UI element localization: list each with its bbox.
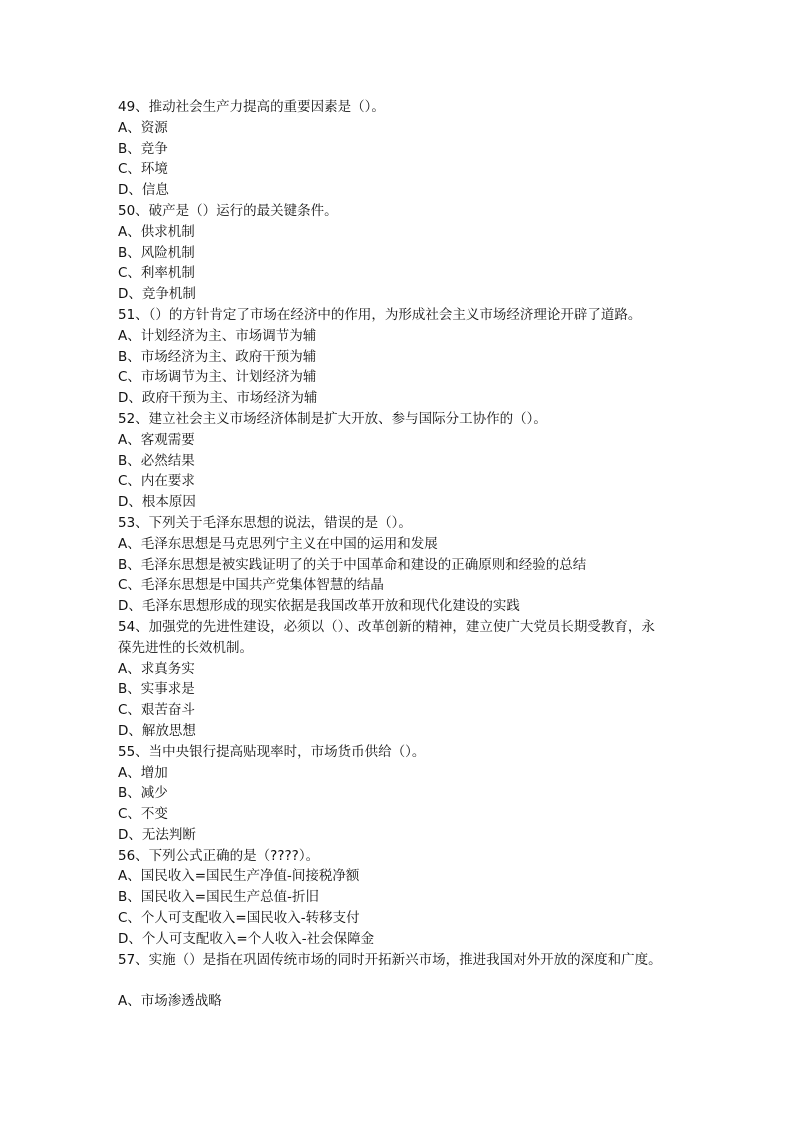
answer-option: A、资源 [118, 119, 168, 136]
answer-option: C、艰苦奋斗 [118, 702, 195, 719]
answer-option: B、国民收入=国民生产总值-折旧 [118, 889, 319, 906]
question-text: 54、加强党的先进性建设，必须以（）、改革创新的精神，建立使广大党员长期受教育，永 [118, 618, 655, 635]
answer-option: A、求真务实 [118, 660, 195, 677]
question-text: 56、下列公式正确的是（????）。 [118, 847, 320, 864]
question-block [118, 617, 698, 742]
answer-option: C、市场调节为主、计划经济为辅 [118, 369, 317, 386]
question-block [118, 513, 698, 617]
answer-option: D、根本原因 [118, 494, 196, 511]
question-block [118, 97, 698, 201]
answer-option: C、利率机制 [118, 265, 195, 282]
answer-option: D、无法判断 [118, 826, 196, 843]
answer-option: D、信息 [118, 182, 169, 199]
answer-option: B、竞争 [118, 140, 168, 157]
answer-option: D、政府干预为主、市场经济为辅 [118, 390, 318, 407]
question-text: 葆先进性的长效机制。 [118, 639, 253, 656]
answer-option: A、增加 [118, 764, 168, 781]
answer-option: B、市场经济为主、政府干预为辅 [118, 348, 317, 365]
answer-option: D、毛泽东思想形成的现实依据是我国改革开放和现代化建设的实践 [118, 598, 520, 615]
answer-option: B、毛泽东思想是被实践证明了的关于中国革命和建设的正确原则和经验的总结 [118, 556, 587, 573]
answer-option: C、毛泽东思想是中国共产党集体智慧的结晶 [118, 577, 384, 594]
question-block [118, 201, 698, 305]
question-text: 55、当中央银行提高贴现率时，市场货币供给（）。 [118, 743, 426, 760]
question-block [118, 950, 698, 1012]
answer-option: B、风险机制 [118, 244, 195, 261]
answer-option: A、客观需要 [118, 431, 195, 448]
question-text: 51、（）的方针肯定了市场在经济中的作用，为形成社会主义市场经济理论开辟了道路。 [118, 306, 642, 323]
answer-option: C、环境 [118, 161, 168, 178]
answer-option: C、内在要求 [118, 473, 195, 490]
question-text: 52、建立社会主义市场经济体制是扩大开放、参与国际分工协作的（）。 [118, 410, 547, 427]
question-block [118, 305, 698, 409]
answer-option: A、毛泽东思想是马克思列宁主义在中国的运用和发展 [118, 535, 438, 552]
answer-option: A、国民收入=国民生产净值-间接税净额 [118, 868, 360, 885]
question-text: 49、推动社会生产力提高的重要因素是（）。 [118, 99, 385, 115]
blank-line [118, 970, 698, 991]
question-text: 57、实施（）是指在巩固传统市场的同时开拓新兴市场，推进我国对外开放的深度和广度。 [118, 951, 662, 968]
question-block [118, 846, 698, 950]
question-block [118, 409, 698, 513]
question-text: 50、破产是（）运行的最关键条件。 [118, 202, 338, 219]
question-text: 53、下列关于毛泽东思想的说法，错误的是（）。 [118, 514, 412, 531]
document-body [118, 97, 698, 1012]
question-block [118, 742, 698, 846]
answer-option: A、市场渗透战略 [118, 993, 222, 1010]
answer-option: B、必然结果 [118, 452, 195, 469]
answer-option: A、计划经济为主、市场调节为辅 [118, 327, 317, 344]
answer-option: B、实事求是 [118, 681, 195, 698]
answer-option: D、解放思想 [118, 722, 196, 739]
answer-option: B、减少 [118, 785, 168, 802]
answer-option: D、竞争机制 [118, 286, 196, 303]
answer-option: C、个人可支配收入=国民收入-转移支付 [118, 910, 360, 927]
answer-option: A、供求机制 [118, 223, 195, 240]
answer-option: D、个人可支配收入=个人收入-社会保障金 [118, 930, 375, 947]
answer-option: C、不变 [118, 806, 168, 823]
